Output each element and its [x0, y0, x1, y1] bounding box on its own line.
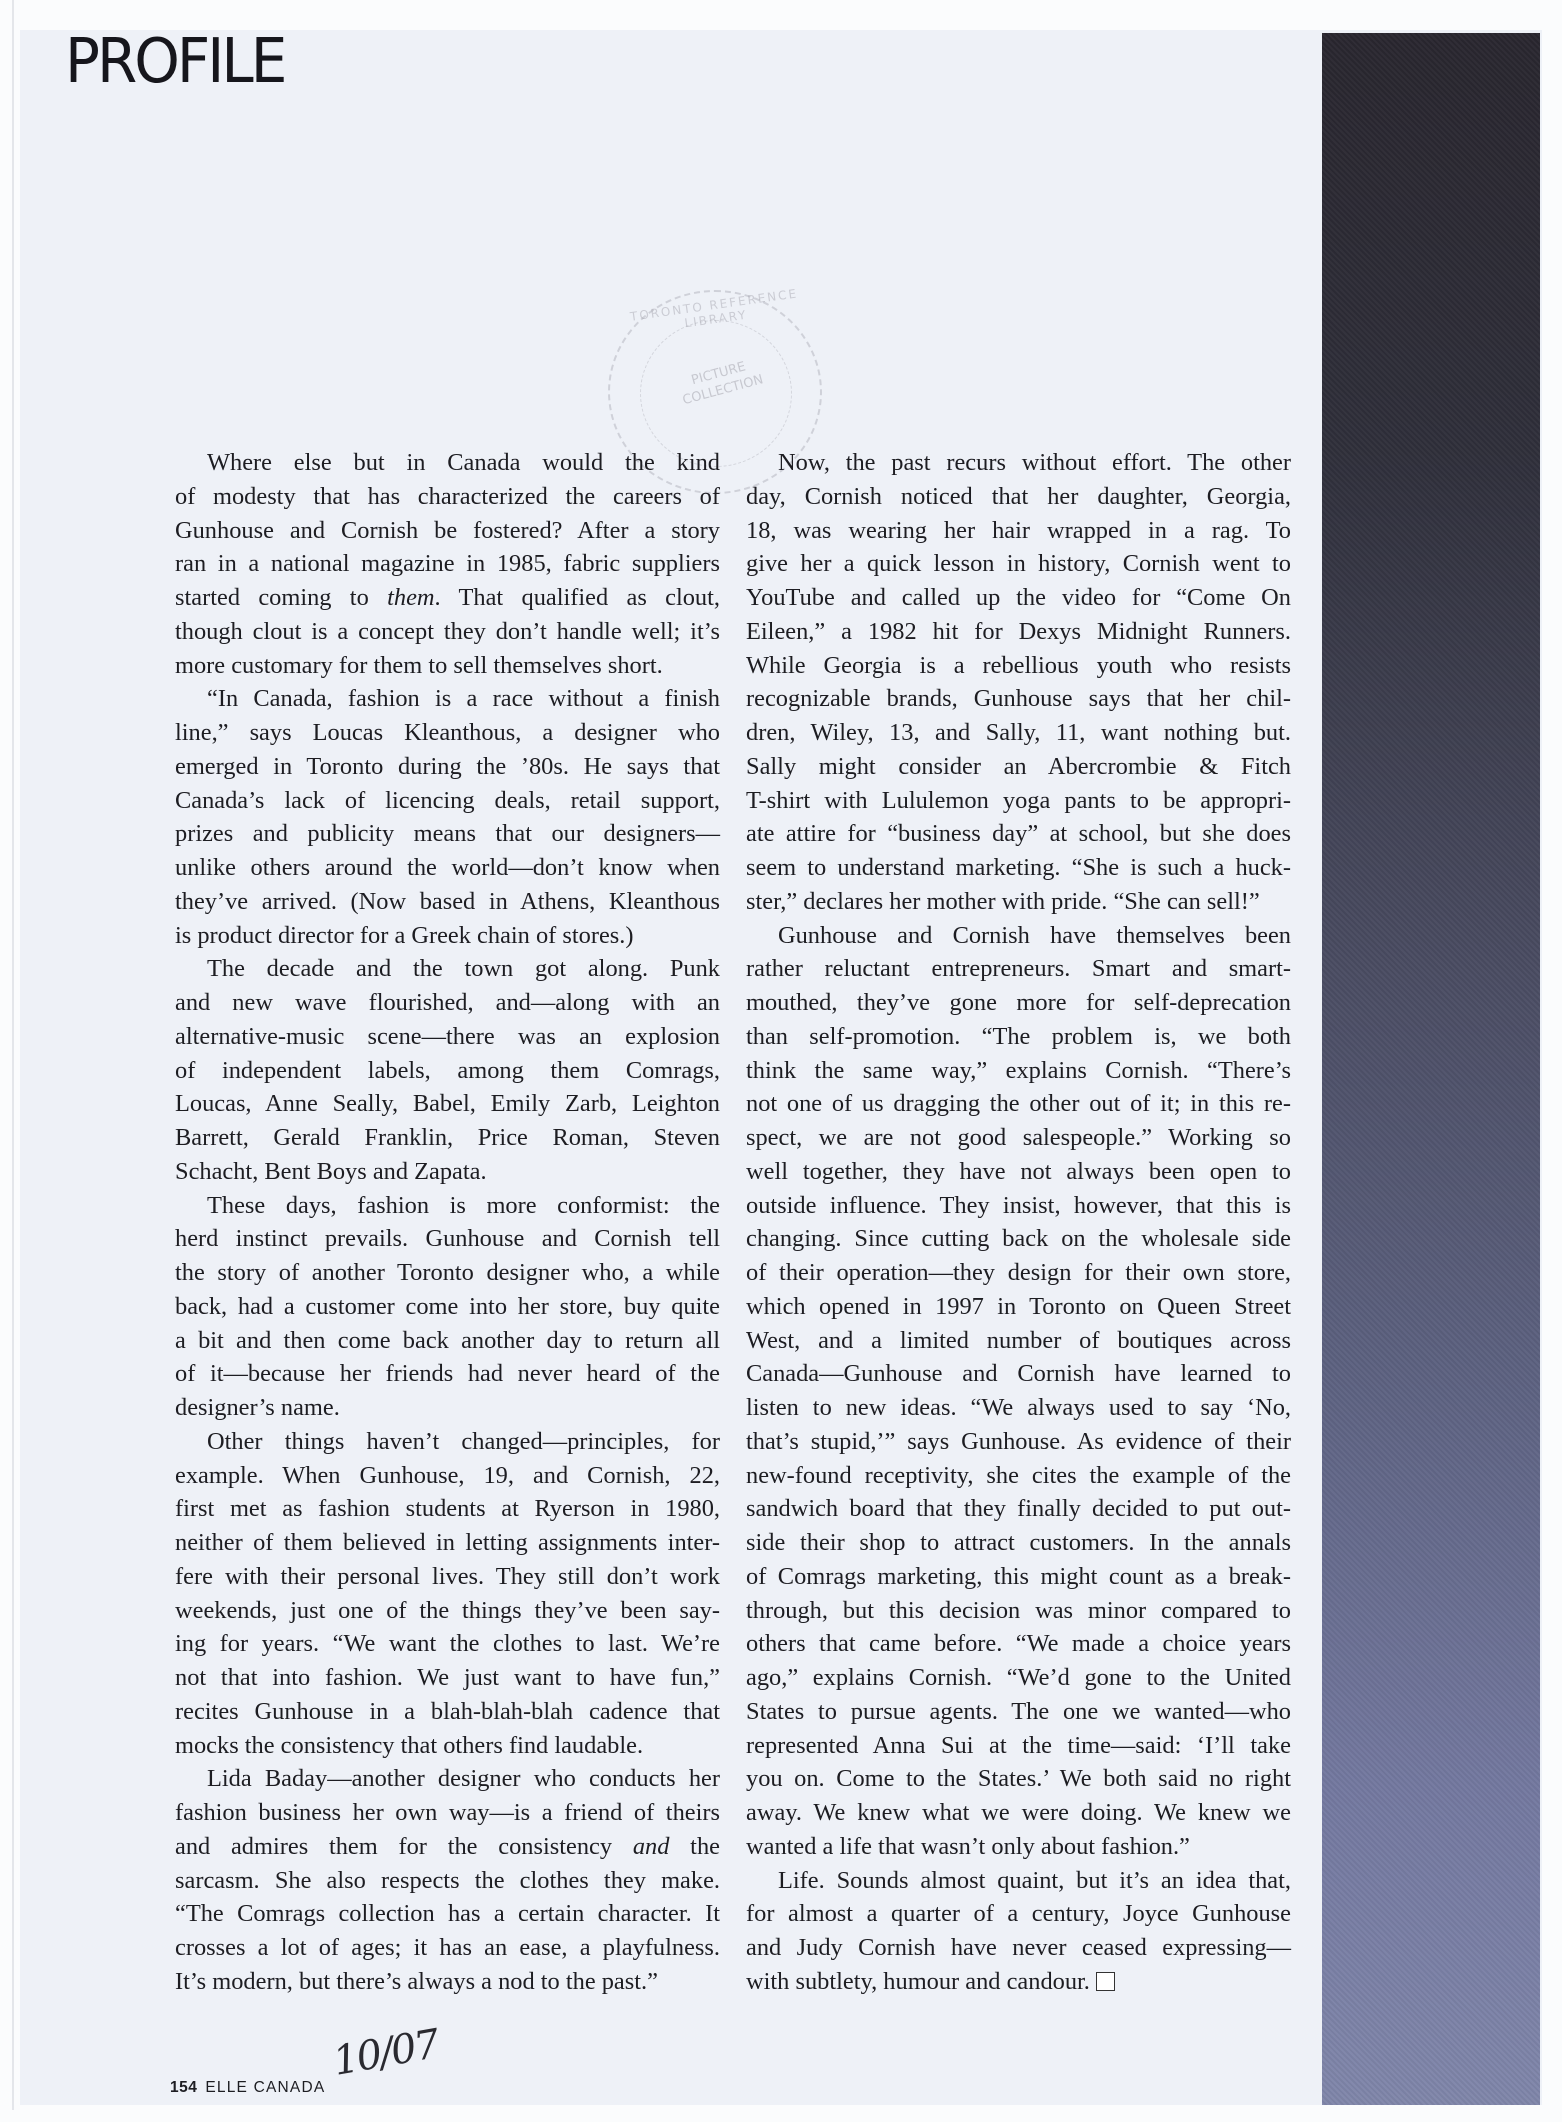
- text-line: [175, 1897, 720, 1931]
- text-line: [175, 1391, 720, 1425]
- line-text: away. We knew what we were doing. We knew we: [746, 1799, 1291, 1826]
- text-line: [746, 1526, 1291, 1560]
- text-line: [175, 1290, 720, 1324]
- text-line: [175, 1324, 720, 1358]
- line-text: sarcasm. She also respects the clothes they make.: [175, 1866, 720, 1894]
- line-text: changing. Since cutting back on the wholesale side: [746, 1225, 1291, 1253]
- text-line: [746, 1897, 1291, 1931]
- text-line: [175, 1492, 720, 1526]
- line-text: It’s modern, but there’s always a nod to the past.”: [175, 1967, 658, 1995]
- text-line: [175, 919, 720, 953]
- text-line: [746, 1729, 1291, 1763]
- line-text: rather reluctant entrepreneurs. Smart and smart-: [746, 955, 1291, 983]
- text-line: [746, 682, 1291, 716]
- text-line: [175, 1526, 720, 1560]
- line-text: line,” says Loucas Kleanthous, a designer who: [175, 719, 720, 746]
- handwritten-note: 10/07: [329, 2021, 442, 2085]
- line-text: fere with their personal lives. They still don’t work: [175, 1562, 720, 1590]
- text-line: [746, 581, 1291, 615]
- line-text: not one of us dragging the other out of it; in this re-: [746, 1090, 1291, 1118]
- line-text: While Georgia is a rebellious youth who resists: [746, 651, 1291, 679]
- line-text: think the same way,” explains Cornish. “There’s: [746, 1056, 1291, 1084]
- line-text: Schacht, Bent Boys and Zapata.: [175, 1157, 487, 1185]
- paragraph-first-line: [175, 682, 720, 716]
- text-line: [175, 1830, 720, 1864]
- text-line: [175, 1627, 720, 1661]
- text-line: [746, 1560, 1291, 1594]
- line-text: outside influence. They insist, however, that this is: [746, 1191, 1291, 1219]
- line-text: of independent labels, among them Comrags,: [175, 1056, 720, 1084]
- text-line: [175, 716, 720, 750]
- line-text: Barrett, Gerald Franklin, Price Roman, Steven: [175, 1124, 720, 1151]
- line-text: well together, they have not always been open to: [746, 1157, 1291, 1185]
- publication-name: ELLE CANADA: [205, 2079, 326, 2096]
- line-text: YouTube and called up the video for “Come On: [746, 584, 1291, 611]
- text-line: [746, 480, 1291, 514]
- line-text: Canada—Gunhouse and Cornish have learned to: [746, 1360, 1291, 1388]
- stamp-ring-text: TORONTO REFERENCE LIBRARY: [629, 286, 799, 331]
- text-line: [175, 750, 720, 784]
- line-text: ate attire for “business day” at school, but she does: [746, 820, 1291, 848]
- line-text: back, had a customer come into her store, buy quite: [175, 1292, 720, 1320]
- line-text: spect, we are not good salespeople.” Working so: [746, 1124, 1291, 1151]
- text-line: [175, 1796, 720, 1830]
- text-line: [746, 1121, 1291, 1155]
- line-text: T-shirt with Lululemon yoga pants to be appropri-: [746, 786, 1291, 814]
- line-text: example. When Gunhouse, 19, and Cornish, 22,: [175, 1461, 720, 1489]
- line-text: mocks the consistency that others find laudable.: [175, 1731, 644, 1759]
- line-text: wanted a life that wasn’t only about fashion.”: [746, 1832, 1190, 1860]
- text-line: [175, 1594, 720, 1628]
- line-text: others that came before. “We made a choice years: [746, 1630, 1291, 1658]
- end-of-article-square-icon: [1096, 1972, 1115, 1991]
- line-text: ing for years. “We want the clothes to last. We’re: [175, 1630, 720, 1658]
- text-line: [175, 514, 720, 548]
- line-text: “The Comrags collection has a certain character. It: [175, 1900, 720, 1928]
- text-line: [175, 1695, 720, 1729]
- line-text: and Judy Cornish have never ceased expressing—: [746, 1934, 1291, 1961]
- line-text: unlike others around the world—don’t know when: [175, 854, 720, 881]
- text-line: [746, 1290, 1291, 1324]
- line-text: prizes and publicity means that our designers—: [175, 820, 720, 848]
- text-line: [175, 1357, 720, 1391]
- line-text: than self-promotion. “The problem is, we both: [746, 1022, 1291, 1050]
- text-line: [175, 1155, 720, 1189]
- text-line: [746, 1627, 1291, 1661]
- text-line: [746, 1796, 1291, 1830]
- text-line: [175, 1864, 720, 1898]
- text-line: [746, 1054, 1291, 1088]
- text-line: [746, 952, 1291, 986]
- line-text: mouthed, they’ve gone more for self-deprecation: [746, 989, 1291, 1016]
- line-text: of Comrags marketing, this might count as a break-: [746, 1562, 1291, 1590]
- text-line: [746, 1391, 1291, 1425]
- text-line: [175, 615, 720, 649]
- text-line: [175, 885, 720, 919]
- text-line: [746, 1931, 1291, 1965]
- text-line: [175, 649, 720, 683]
- text-line: [746, 1459, 1291, 1493]
- line-text: dren, Wiley, 13, and Sally, 11, want nothing but.: [746, 719, 1291, 746]
- text-line: [175, 1020, 720, 1054]
- line-text: seem to understand marketing. “She is such a huck-: [746, 854, 1291, 881]
- line-text: Lida Baday—another designer who conducts her: [207, 1765, 720, 1793]
- text-line: [746, 817, 1291, 851]
- line-text: “In Canada, fashion is a race without a finish: [207, 685, 720, 713]
- line-text-continued: . That qualified as clout,: [434, 584, 720, 611]
- text-line: [746, 1425, 1291, 1459]
- text-line: [746, 1155, 1291, 1189]
- page-edge: [12, 0, 14, 2110]
- text-line: [175, 1661, 720, 1695]
- line-text: sandwich board that they finally decided to put out-: [746, 1495, 1291, 1523]
- page-number: 154: [170, 2079, 198, 2096]
- text-line: [175, 1222, 720, 1256]
- text-line: [746, 750, 1291, 784]
- text-line: [746, 986, 1291, 1020]
- paragraph-first-line: [175, 446, 720, 480]
- text-line: [746, 784, 1291, 818]
- text-line: [746, 1222, 1291, 1256]
- text-line: [175, 784, 720, 818]
- line-text: of modesty that has characterized the careers of: [175, 482, 720, 510]
- text-line: [746, 885, 1291, 919]
- text-line: [175, 480, 720, 514]
- line-text: represented Anna Sui at the time—said: ‘I’ll take: [746, 1731, 1291, 1759]
- text-line: [175, 817, 720, 851]
- text-line: [746, 1189, 1291, 1223]
- text-line: [746, 547, 1291, 581]
- paragraph-first-line: [175, 1189, 720, 1223]
- text-line: [175, 547, 720, 581]
- line-text: a bit and then come back another day to return all: [175, 1326, 720, 1354]
- line-text: day, Cornish noticed that her daughter, Georgia,: [746, 482, 1291, 510]
- text-line: [175, 1256, 720, 1290]
- paragraph-first-line: [746, 919, 1291, 953]
- paragraph-first-line: [746, 1864, 1291, 1898]
- line-text: Eileen,” a 1982 hit for Dexys Midnight Runners.: [746, 617, 1291, 645]
- text-line: [175, 1560, 720, 1594]
- text-line: [746, 1492, 1291, 1526]
- line-text: ran in a national magazine in 1985, fabric suppliers: [175, 550, 720, 578]
- line-text: started coming to: [175, 584, 388, 611]
- line-text: of their operation—they design for their own store,: [746, 1259, 1291, 1286]
- line-text: alternative-music scene—there was an explosion: [175, 1022, 720, 1050]
- line-text: side their shop to attract customers. In the annals: [746, 1529, 1291, 1556]
- line-text: of it—because her friends had never heard of the: [175, 1360, 720, 1388]
- text-line: [175, 1459, 720, 1493]
- text-line: [175, 851, 720, 885]
- line-text: though clout is a concept they don’t handle well; it’s: [175, 617, 720, 645]
- text-line: [175, 1729, 720, 1763]
- text-line: [175, 1121, 720, 1155]
- line-text: ago,” explains Cornish. “We’d gone to the United: [746, 1664, 1291, 1691]
- line-text-continued: the: [669, 1832, 720, 1860]
- text-line: [175, 986, 720, 1020]
- line-text: Other things haven’t changed—principles, for: [207, 1427, 720, 1455]
- paragraph-first-line: [746, 446, 1291, 480]
- line-text: designer’s name.: [175, 1394, 340, 1421]
- text-line: [746, 851, 1291, 885]
- line-text: Gunhouse and Cornish be fostered? After a story: [175, 516, 720, 544]
- text-line: [746, 1661, 1291, 1695]
- text-line: [746, 1695, 1291, 1729]
- line-text: 18, was wearing her hair wrapped in a rag. To: [746, 516, 1291, 544]
- line-text: crosses a lot of ages; it has an ease, a playfulness.: [175, 1934, 720, 1961]
- line-text: West, and a limited number of boutiques across: [746, 1326, 1291, 1354]
- text-line: [175, 581, 720, 615]
- line-text: with subtlety, humour and candour.: [746, 1967, 1090, 1995]
- line-text: through, but this decision was minor compared to: [746, 1596, 1291, 1624]
- line-text: recites Gunhouse in a blah-blah-blah cadence that: [175, 1697, 720, 1725]
- paragraph-first-line: [175, 1425, 720, 1459]
- line-text: States to pursue agents. The one we wanted—who: [746, 1697, 1291, 1725]
- text-line: [175, 1965, 720, 1999]
- text-line: [746, 1357, 1291, 1391]
- text-line: [746, 615, 1291, 649]
- line-text: These days, fashion is more conformist: the: [207, 1191, 720, 1219]
- line-text: Canada’s lack of licencing deals, retail support,: [175, 786, 720, 814]
- line-text: that’s stupid,’” says Gunhouse. As evidence of their: [746, 1427, 1291, 1455]
- line-text: for almost a quarter of a century, Joyce Gunhouse: [746, 1900, 1291, 1928]
- text-line: [746, 1256, 1291, 1290]
- page-folio: [170, 2079, 325, 2097]
- line-text: neither of them believed in letting assignments inter-: [175, 1529, 720, 1556]
- text-line: [175, 1931, 720, 1965]
- line-text: the story of another Toronto designer who, a while: [175, 1259, 720, 1286]
- text-line: [746, 1830, 1291, 1864]
- paragraph-first-line: [175, 952, 720, 986]
- paragraph-first-line: [175, 1762, 720, 1796]
- text-line: [746, 1594, 1291, 1628]
- line-text: listen to new ideas. “We always used to say ‘No,: [746, 1394, 1291, 1421]
- text-line: [746, 1087, 1291, 1121]
- text-line: [175, 1087, 720, 1121]
- text-line: [746, 1020, 1291, 1054]
- line-text: Where else but in Canada would the kind: [207, 449, 720, 476]
- line-text: Gunhouse and Cornish have themselves been: [778, 921, 1291, 949]
- text-line: [175, 1054, 720, 1088]
- line-text: more customary for them to sell themselves short.: [175, 651, 663, 679]
- line-text: Loucas, Anne Seally, Babel, Emily Zarb, Leighton: [175, 1090, 720, 1118]
- line-text: Sally might consider an Abercrombie & Fitch: [746, 752, 1291, 780]
- line-text: give her a quick lesson in history, Cornish went to: [746, 550, 1291, 578]
- line-text: fashion business her own way—is a friend of theirs: [175, 1799, 720, 1826]
- line-text: and new wave flourished, and—along with an: [175, 989, 720, 1016]
- text-line: [746, 716, 1291, 750]
- line-text: herd instinct prevails. Gunhouse and Cornish tell: [175, 1225, 720, 1253]
- line-text: Now, the past recurs without effort. The other: [778, 449, 1291, 476]
- line-text: The decade and the town got along. Punk: [207, 955, 720, 983]
- italic-emphasis: them: [387, 584, 435, 611]
- line-text: you on. Come to the States.’ We both said no right: [746, 1765, 1291, 1793]
- stamp-inner-text: PICTURE COLLECTION: [680, 359, 765, 409]
- line-text: weekends, just one of the things they’ve been say-: [175, 1596, 720, 1624]
- text-line: [746, 1762, 1291, 1796]
- line-text: Life. Sounds almost quaint, but it’s an idea that,: [778, 1866, 1291, 1894]
- stamp-inner-ring: [640, 320, 792, 467]
- text-line: [746, 1324, 1291, 1358]
- line-text: not that into fashion. We just want to have fun,”: [175, 1664, 720, 1691]
- line-text: they’ve arrived. (Now based in Athens, Kleanthous: [175, 887, 720, 915]
- text-line: [746, 514, 1291, 548]
- line-text: recognizable brands, Gunhouse says that her chil-: [746, 685, 1291, 713]
- line-text: and admires them for the consistency: [175, 1832, 633, 1860]
- line-text: is product director for a Greek chain of stores.): [175, 921, 634, 949]
- line-text: ster,” declares her mother with pride. “She can sell!”: [746, 887, 1260, 915]
- decorative-side-band: [1322, 33, 1540, 2105]
- text-line: [746, 1965, 1291, 1999]
- line-text: which opened in 1997 in Toronto on Queen Street: [746, 1292, 1291, 1320]
- section-title: PROFILE: [65, 24, 285, 97]
- line-text: first met as fashion students at Ryerson in 1980,: [175, 1495, 720, 1523]
- text-line: [746, 649, 1291, 683]
- italic-emphasis: and: [632, 1832, 670, 1860]
- line-text: new-found receptivity, she cites the example of the: [746, 1461, 1291, 1489]
- line-text: emerged in Toronto during the ’80s. He says that: [175, 752, 720, 780]
